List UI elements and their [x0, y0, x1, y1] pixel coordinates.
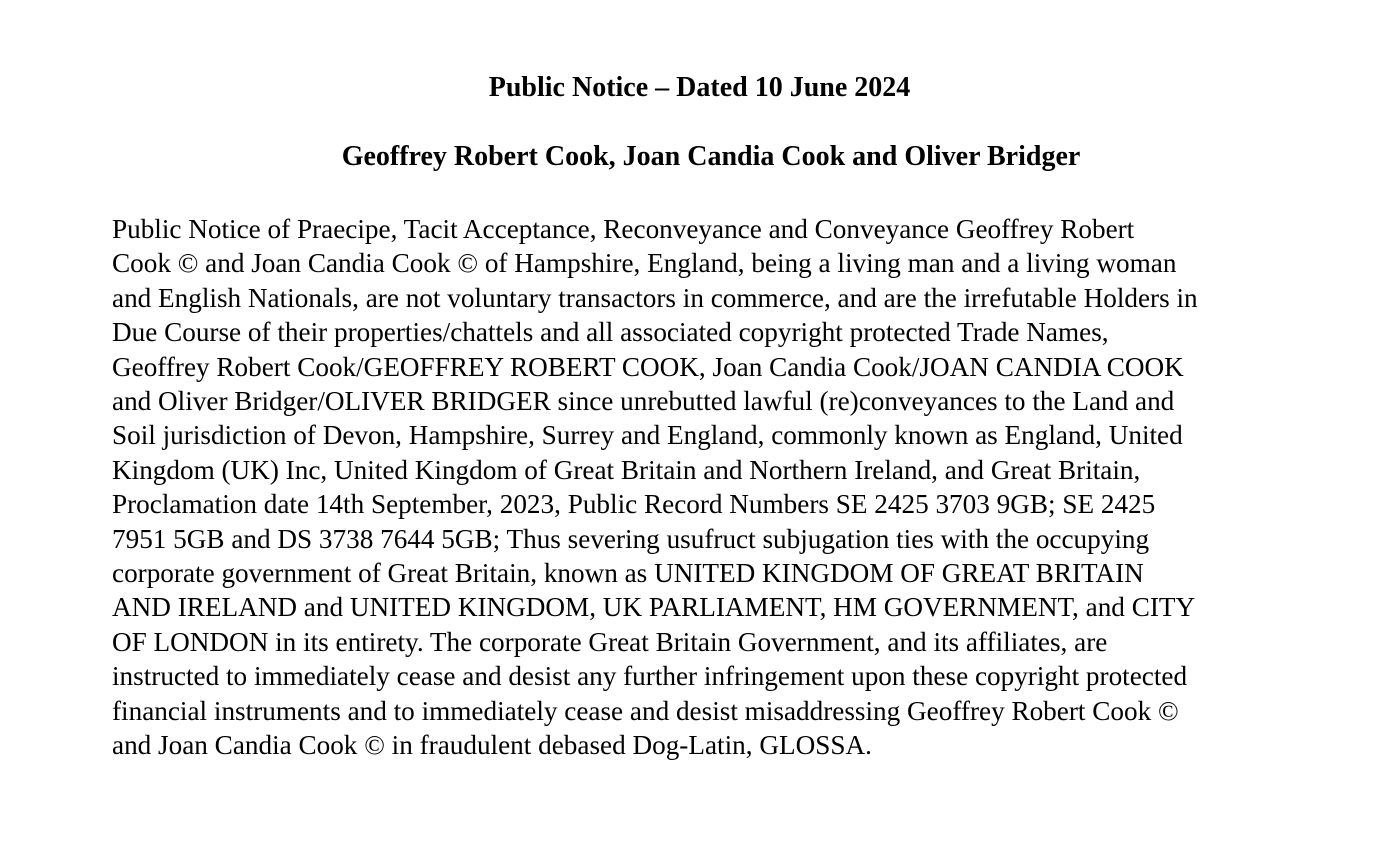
body-line: and Joan Candia Cook © in fraudulent debased Dog-Latin, GLOSSA.: [112, 730, 872, 761]
body-line: Public Notice of Praecipe, Tacit Acceptance, Reconveyance and Conveyance Geoffrey Robert: [112, 214, 1135, 244]
document-title: Public Notice – Dated 10 June 2024: [488, 72, 911, 103]
body-line: Cook © and Joan Candia Cook © of Hampshire, England, being a living man and a living woman: [112, 248, 1177, 279]
body-line: 7951 5GB and DS 3738 7644 5GB; Thus severing usufruct subjugation ties with the occupying: [112, 523, 1150, 554]
body-line: instructed to immediately cease and desist any further infringement upon these copyright protected: [112, 661, 1188, 692]
body-line: corporate government of Great Britain, known as UNITED KINGDOM OF GREAT BRITAIN: [112, 558, 1144, 589]
document-subtitle: Geoffrey Robert Cook, Joan Candia Cook and Oliver Bridger: [341, 141, 1081, 172]
body-line: OF LONDON in its entirety. The corporate Great Britain Government, and its affiliates, are: [112, 626, 1108, 657]
body-line: and Oliver Bridger/OLIVER BRIDGER since unrebutted lawful (re)conveyances to the Land and: [112, 386, 1175, 417]
body-line: Proclamation date 14th September, 2023, Public Record Numbers SE 2425 3703 9GB; SE 2425: [112, 489, 1156, 520]
body-line: Geoffrey Robert Cook/GEOFFREY ROBERT COOK, Joan Candia Cook/JOAN CANDIA COOK: [112, 351, 1184, 382]
body-line: and English Nationals, are not voluntary transactors in commerce, and are the irrefutable Holders in: [112, 282, 1198, 313]
body-line: Soil jurisdiction of Devon, Hampshire, Surrey and England, commonly known as England, United: [112, 420, 1183, 451]
body-line: Kingdom (UK) Inc, United Kingdom of Great Britain and Northern Ireland, and Great Britain,: [112, 454, 1141, 485]
body-line: Due Course of their properties/chattels and all associated copyright protected Trade Names,: [112, 317, 1109, 348]
body-line: AND IRELAND and UNITED KINGDOM, UK PARLIAMENT, HM GOVERNMENT, and CITY: [112, 592, 1196, 623]
notice-body: [112, 212, 1198, 763]
body-line: financial instruments and to immediately cease and desist misaddressing Geoffrey Robert Cook ©: [112, 695, 1179, 726]
